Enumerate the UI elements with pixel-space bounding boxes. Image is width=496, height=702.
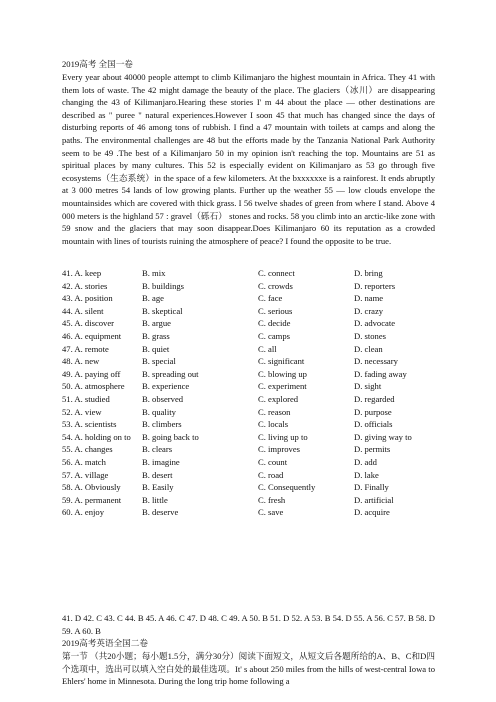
option-row [62,494,435,507]
option-row [62,368,435,381]
cloze-passage: Every year about 40000 people attempt to climb Kilimanjaro the highest mountain in Africa. They 41 with them lots of waste. The 42 might damage the beauty of the place. The glaciers（冰川）are disappearing changing the 43 of Kilimanjaro.Hearing these stories I' m 44 about the place — other destinations are described as " puree " natural experiences.However I soon 45 that much has changed since the days of disturbing reports of 46 among tons of rubbish. I find a 47 mountain with toilets at camps and along the paths. The environmental challenges are 48 but the efforts made by the Tanzania National Park Authority seem to be 49 .The best of a Kilimanjaro 50 in my opinion isn't reaching the top. Mountains are 51 as spiritual places by many cultures. This 52 is especially evident on Kilimanjaro as 53 go through five ecosystems（生态系统）in the space of a few kilometers. At the bxxxxxxe is a rainforest. It ends abruptly at 3 000 metres 54 lands of low growing plants. Further up the weather 55 — low clouds envelope the mountainsides which are covered with thick grass. I 56 twelve shades of green from where I stand. Above 4 000 meters is the highland 57 : gravel（砾石） stones and rocks. 58 you climb into an arctic-like zone with 59 snow and the glaciers that may soon disappear.Does Kilimanjaro 60 its reputation as a crowded mountain with lines of tourists ruining the atmosphere of peace? I found the opposite to be true. [62,72,435,246]
option-a: 54. A. holding on to [62,431,131,442]
option-a: 47. A. remote [62,343,109,354]
option-d: D. fading away [354,368,407,379]
option-a: 52. A. view [62,406,102,417]
option-c: C. Consequently [258,482,316,493]
option-c: C. experiment [258,381,307,392]
option-row [62,506,435,519]
option-b: B. argue [142,318,171,329]
option-a: 58. A. Obviously [62,482,121,493]
option-d: D. Finally [354,482,389,493]
option-row [62,330,435,343]
option-row [62,305,435,318]
option-row [62,431,435,444]
option-b: B. Easily [142,482,174,493]
option-d: D. name [354,293,384,304]
option-a: 59. A. permanent [62,494,122,505]
option-row [62,317,435,330]
option-d: D. officials [354,419,393,430]
answer-key: 41. D 42. C 43. C 44. B 45. A 46. C 47. D 48. C 49. A 50. B 51. D 52. A 53. B 54. D 55. A 56. C 57. B 58. D 59. A 60. B [62,613,435,636]
option-row [62,456,435,469]
option-a: 55. A. changes [62,444,113,455]
option-b: B. deserve [142,507,179,518]
option-row [62,343,435,356]
option-d: D. lake [354,469,379,480]
document-title: 2019高考 全国一卷 [62,59,133,69]
option-c: C. reason [258,406,291,417]
option-c: C. blowing up [258,368,307,379]
option-d: D. crazy [354,305,384,316]
option-d: D. stones [354,330,386,341]
option-d: D. purpose [354,406,392,417]
option-c: C. save [258,507,284,518]
option-d: D. giving way to [354,431,412,442]
option-c: C. serious [258,305,293,316]
option-b: B. grass [142,330,170,341]
option-d: D. advocate [354,318,396,329]
option-a: 48. A. new [62,356,100,367]
option-b: B. quiet [142,343,170,354]
option-d: D. acquire [354,507,390,518]
option-b: B. quality [142,406,176,417]
option-d: D. permits [354,444,391,455]
option-c: C. improves [258,444,301,455]
option-d: D. add [354,456,377,467]
option-a: 60. A. enjoy [62,507,105,518]
option-d: D. regarded [354,393,395,404]
option-c: C. significant [258,356,305,367]
option-row [62,469,435,482]
option-d: D. sight [354,381,382,392]
option-c: C. fresh [258,494,286,505]
option-d: D. clean [354,343,383,354]
option-a: 49. A. paying off [62,368,121,379]
option-d: D. necessary [354,356,398,367]
option-b: B. little [142,494,168,505]
option-a: 51. A. studied [62,393,110,404]
option-row [62,355,435,368]
options-list [62,267,435,519]
option-b: B. climbers [142,419,182,430]
option-c: C. decide [258,318,291,329]
option-c: C. locals [258,419,289,430]
option-a: 50. A. atmosphere [62,381,125,392]
section2-intro: 第一节 （共20小题；每小题1.5分，满分30分）阅读下面短文，从短文后各题所给的A、B、C和D四个选项中，选出可以填入空白处的最佳选项。It' s about 250 miles from the hills of west-central Iowa to Ehlers' home in Minnesota. During the long trip home following a [62,651,435,687]
option-row [62,443,435,456]
option-b: B. mix [142,268,166,278]
option-c: C. connect [258,268,295,278]
option-a: 41. A. keep [62,268,102,278]
option-b: B. observed [142,393,184,404]
option-a: 57. A. village [62,469,109,480]
option-c: C. camps [258,330,290,341]
option-row [62,406,435,419]
option-row [62,380,435,393]
option-c: C. crowds [258,280,293,291]
option-a: 43. A. position [62,293,113,304]
option-a: 53. A. scientists [62,419,117,430]
option-a: 45. A. discover [62,318,115,329]
option-row [62,280,435,293]
option-c: C. count [258,456,288,467]
option-d: D. artificial [354,494,394,505]
option-b: B. age [142,293,164,304]
option-b: B. skeptical [142,305,183,316]
section2-title: 2019高考英语全国二卷 [62,638,148,648]
option-b: B. desert [142,469,173,480]
option-c: C. explored [258,393,299,404]
option-row [62,481,435,494]
option-a: 44. A. silent [62,305,104,316]
option-c: C. road [258,469,284,480]
option-a: 46. A. equipment [62,330,122,341]
option-d: D. reporters [354,280,396,291]
option-b: B. going back to [142,431,199,442]
option-a: 56. A. match [62,456,106,467]
option-row [62,418,435,431]
option-row [62,267,435,280]
option-b: B. special [142,356,176,367]
option-row [62,393,435,406]
option-c: C. living up to [258,431,308,442]
option-b: B. buildings [142,280,185,291]
option-d: D. bring [354,268,383,278]
option-b: B. clears [142,444,173,455]
option-b: B. experience [142,381,190,392]
option-c: C. all [258,343,277,354]
option-b: B. imagine [142,456,180,467]
option-a: 42. A. stories [62,280,108,291]
option-row [62,292,435,305]
option-b: B. spreading out [142,368,199,379]
option-c: C. face [258,293,283,304]
